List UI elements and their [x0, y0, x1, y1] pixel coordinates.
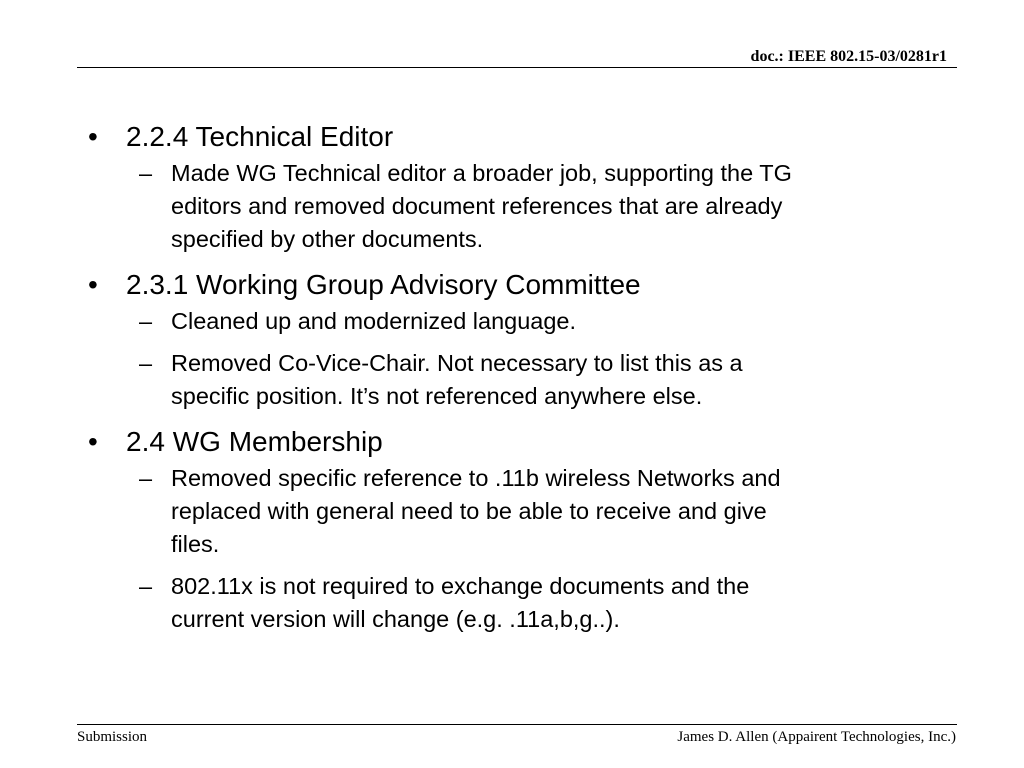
bullet-section-technical-editor [0, 117, 1024, 256]
sub-item-line: 802.11x is not required to exchange documents and the [171, 573, 750, 599]
footer-rule [77, 724, 957, 725]
sub-item-line: specified by other documents. [171, 226, 484, 252]
sub-item [0, 347, 1024, 413]
sub-item-line: Removed specific reference to .11b wireless Networks and [171, 465, 781, 491]
bullet-icon: • [88, 269, 98, 300]
sub-item-line: files. [171, 531, 220, 557]
sub-item-line: replaced with general need to be able to receive and give [171, 498, 767, 524]
sub-item-line: Made WG Technical editor a broader job, supporting the TG [171, 160, 792, 186]
sub-item [0, 157, 1024, 256]
bullet-icon: • [88, 426, 98, 457]
bullet-title: 2.4 WG Membership [126, 426, 383, 457]
footer-author: James D. Allen (Appairent Technologies, Inc.) [677, 729, 956, 745]
dash-icon: – [139, 573, 153, 599]
header-rule [77, 67, 957, 68]
sub-item-line: editors and removed document references that are already [171, 193, 783, 219]
bullet-section-advisory-committee [0, 265, 1024, 413]
slide-body [0, 117, 1024, 645]
sub-item-line: current version will change (e.g. .11a,b,g..). [171, 606, 620, 632]
dash-icon: – [139, 465, 153, 491]
sub-item-line: Cleaned up and modernized language. [171, 308, 577, 334]
sub-item [0, 462, 1024, 561]
header-document-id: doc.: IEEE 802.15-03/0281r1 [750, 48, 947, 65]
sub-item-line: Removed Co-Vice-Chair. Not necessary to list this as a [171, 350, 743, 376]
dash-icon: – [139, 160, 153, 186]
bullet-title: 2.3.1 Working Group Advisory Committee [126, 269, 641, 300]
dash-icon: – [139, 308, 153, 334]
footer-submission: Submission [77, 729, 148, 745]
sub-item [0, 305, 1024, 338]
bullet-section-wg-membership [0, 422, 1024, 636]
bullet-title: 2.2.4 Technical Editor [126, 121, 394, 152]
dash-icon: – [139, 350, 153, 376]
sub-item-line: specific position. It’s not referenced anywhere else. [171, 383, 703, 409]
bullet-icon: • [88, 121, 98, 152]
sub-item [0, 570, 1024, 636]
